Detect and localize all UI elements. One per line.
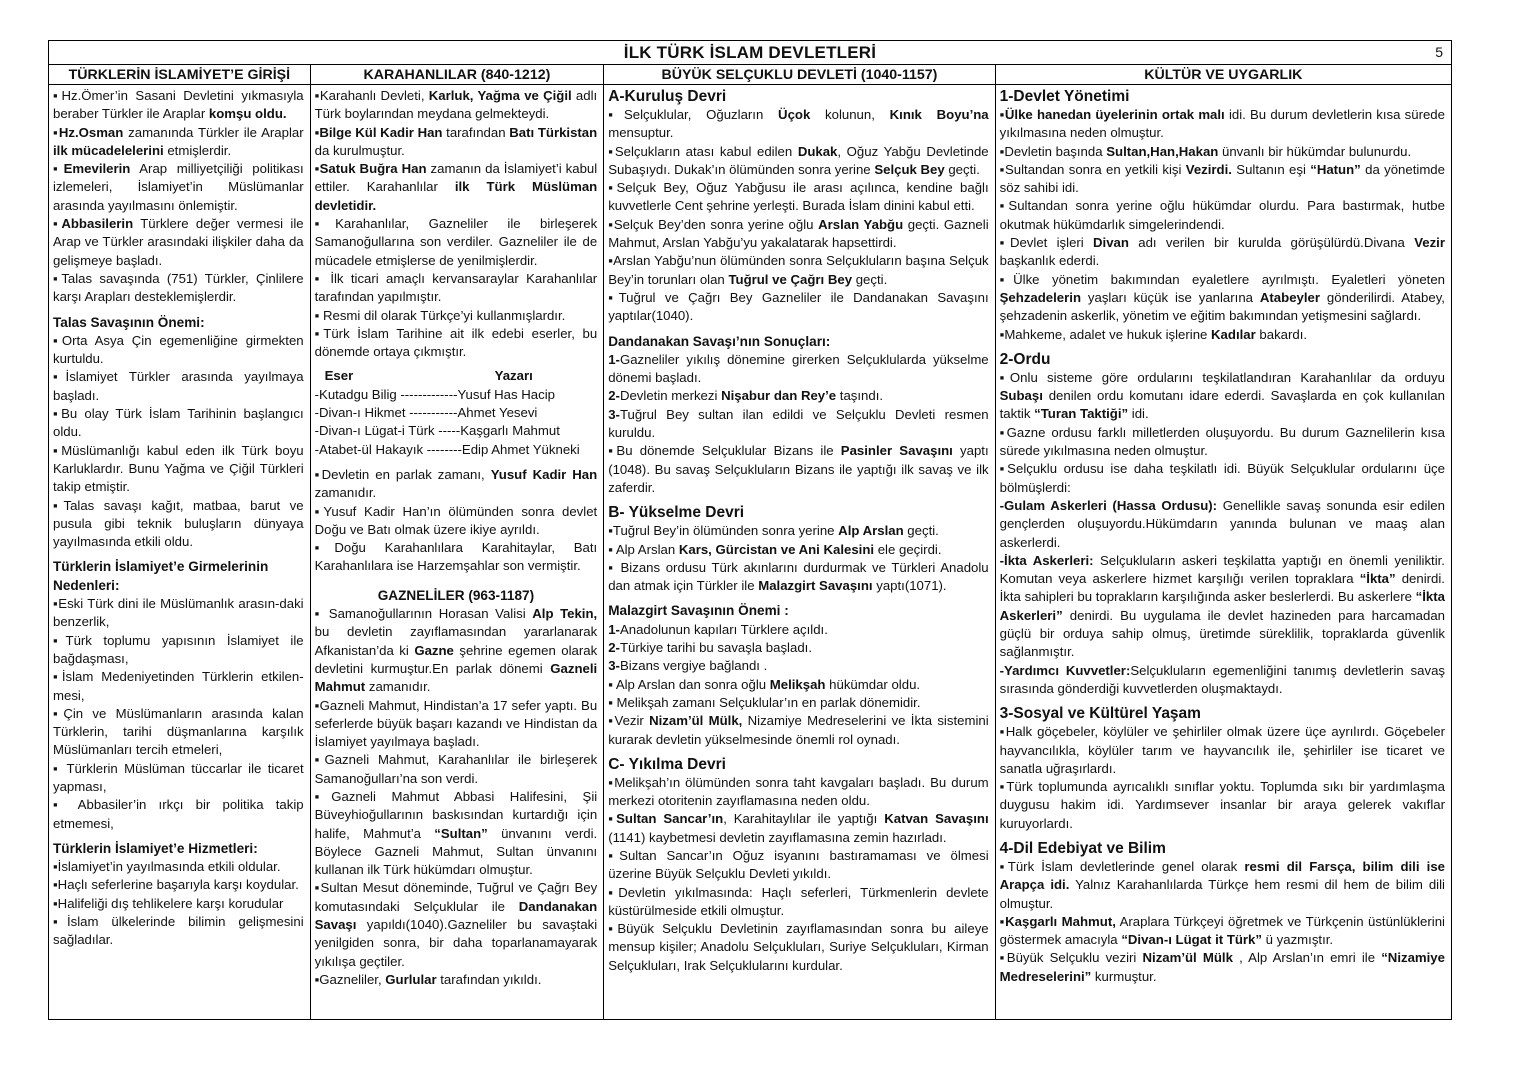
works-table-row: -Divan-ı Lügat-i Türk -----Kaşgarlı Mahmut: [314, 423, 560, 439]
column-header-islamiyete-giris: TÜRKLERİN İSLAMİYET’E GİRİŞİ: [49, 65, 311, 84]
paragraph: ▪Emevilerin Arap milliyetçiliği politikası izlemeleri, İslamiyet’in Müslümanlar arasında yayılmasını önlemiştir.: [53, 161, 304, 213]
column-islamiyete-giris: [49, 85, 311, 1019]
page-title: İLK TÜRK İSLAM DEVLETLERİ: [623, 42, 877, 62]
column-header-buyuk-selcuklu: BÜYÜK SELÇUKLU DEVLETİ (1040-1157): [604, 65, 995, 84]
paragraph: ▪Gazneli Mahmut, Karahanlılar ile birleşerek Samanoğulları’na son verdi.: [314, 752, 598, 786]
paragraph: ▪Büyük Selçuklu Devletinin zayıflamasından sonra bu aileye mensup kişiler; Anadolu Selçukluları, Suriye Selçukluları, Kirman Selçukluları, Irak Selçuklularını kurdular.: [608, 921, 989, 973]
paragraph: ▪Türk İslam devletlerinde genel olarak resmi dil Farsça, bilim dili ise Arapça idi. Yalnız Karahanlılarda Türkçe hem resmi dil hem de bilim dili olmuştur.: [999, 858, 1445, 911]
works-table-row: -Atabet-ül Hakayık --------Edip Ahmet Yükneki: [314, 441, 580, 457]
paragraph: ▪ Resmi dil olarak Türkçe’yi kullanmışlardır.: [314, 307, 566, 323]
spacer: [315, 459, 598, 466]
paragraph: ▪Tuğrul Bey’in ölümünden sonra yerine Alp Arslan geçti.: [608, 523, 939, 539]
paragraph: ▪Hz.Ömer’in Sasani Devletini yıkmasıyla beraber Türkler ile Araplar komşu oldu.: [53, 88, 304, 122]
paragraph: ▪Büyük Selçuklu veziri Nizam’ül Mülk , Alp Arslan’ın emri ile “Nizamiye Medreselerini” kurmuştur.: [999, 950, 1445, 984]
paragraph: ▪Abbasilerin Türklere değer vermesi ile Arap ve Türkler arasındaki ilişkiler daha da gelişmeye başladı.: [53, 216, 304, 268]
paragraph: ▪Tuğrul ve Çağrı Bey Gazneliler ile Dandanakan Savaşını yaptılar(1040).: [608, 289, 989, 324]
section-heading: Dandanakan Savaşı’nın Sonuçları:: [608, 333, 831, 349]
column-header-kultur-uygarlik: KÜLTÜR VE UYGARLIK: [1144, 66, 1303, 83]
section-title: B- Yükselme Devri: [608, 504, 745, 522]
paragraph: ▪Selçuklular, Oğuzların Üçok kolunun, Kınık Boyu’na mensuptur.: [608, 107, 989, 141]
paragraph: ▪Devletin başında Sultan,Han,Hakan ünvanlı bir hükümdar bulunurdu.: [999, 143, 1412, 159]
author-column-label: Yazarı: [494, 368, 533, 384]
paragraph: ▪Devletin yıkılmasında: Haçlı seferleri, Türkmenlerin devlete küstürülmeside etkili olmuştur.: [608, 884, 989, 918]
paragraph: ▪Onlu sisteme göre ordularını teşkilatlandıran Karahanlılar da orduyu Subaşı denilen ordu komutanı idare ederdi. Savaşlarda en çok kullanılan taktik “Turan Taktiği” idi.: [999, 369, 1445, 422]
works-table-row: -Kutadgu Bilig -------------Yusuf Has Hacip: [314, 386, 555, 402]
paragraph: ▪ Abbasiler’in ırkçı bir politika takip etmemesi,: [53, 797, 304, 831]
paragraph: ▪Türk toplumunda ayrıcalıklı sınıflar yoktu. Toplumda sıkı bir yardımlaşma duygusu hakim idi. Yardımsever insanlar bir araya gelerek vakıflar kuruyorlardı.: [999, 779, 1445, 831]
spacer: [315, 576, 598, 583]
works-column-label: Eser: [324, 368, 354, 384]
section-heading: Talas Savaşının Önemi:: [53, 314, 205, 330]
paragraph: ▪Bilge Kül Kadir Han tarafından Batı Türkistan da kurulmuştur.: [314, 124, 598, 158]
paragraph: ▪Halk göçebeler, köylüler ve şehirliler olmak üzere üçe ayrılırdı. Göçebeler hayvancılıkla, köylüler tarım ve hayvancılık ile, şehirliler ise ticaret ve sanatla uğraşırlardı.: [999, 724, 1445, 776]
document-sheet: [48, 40, 1452, 1020]
paragraph: ▪Türk İslam Tarihine ait ilk edebi eserler, bu dönemde ortaya çıkmıştır.: [314, 325, 598, 360]
works-table-header: [315, 367, 598, 385]
paragraph: ▪ Türklerin Müslüman tüccarlar ile ticaret yapması,: [53, 760, 304, 794]
paragraph: ▪Arslan Yabğu’nun ölümünden sonra Selçukluların başına Selçuk Bey’in torunları olan Tuğrul ve Çağrı Bey geçti.: [608, 253, 989, 287]
paragraph: ▪Hz.Osman zamanında Türkler ile Araplar ilk mücadelelerini etmişlerdir.: [53, 124, 304, 158]
section-heading: Malazgirt Savaşının Önemi :: [608, 603, 789, 619]
title-row: [49, 41, 1451, 65]
paragraph: ▪Talas savaşı kağıt, matbaa, barut ve pusula gibi teknik buluşların dünyaya yayılmasında etkili oldu.: [53, 497, 304, 550]
section-title: A-Kuruluş Devri: [608, 88, 727, 105]
paragraph: ▪Orta Asya Çin egemenliğine girmekten kurtuldu.: [53, 332, 304, 367]
paragraph: ▪Karahanlı Devleti, Karluk, Yağma ve Çiğil adlı Türk boylarından meydana gelmekteydi.: [314, 88, 598, 122]
paragraph: ▪Doğu Karahanlılara Karahitaylar, Batı Karahanlılara ise Harzemşahlar son vermiştir.: [314, 540, 598, 574]
section-heading: Türklerin İslamiyet’e Girmelerinin Nedenleri:: [53, 559, 269, 593]
paragraph: ▪Haçlı seferlerine başarıyla karşı koydular.: [53, 877, 299, 893]
works-table-row: -Divan-ı Hikmet -----------Ahmet Yesevi: [314, 405, 538, 421]
paragraph: ▪Selçuk Bey’den sonra yerine oğlu Arslan Yabğu geçti. Gazneli Mahmut, Arslan Yabğu’yu yakalatarak hapsettirdi.: [608, 216, 989, 251]
paragraph: ▪Satuk Buğra Han zamanın da İslamiyet’i kabul ettiler. Karahanlılar ilk Türk Müslüman devletidir.: [314, 161, 598, 213]
paragraph: ▪Sultan Mesut döneminde, Tuğrul ve Çağrı Bey komutasındaki Selçuklular ile Dandanakan Savaşı yapıldı(1040).Gazneliler bu savaştaki yenilgiden sonra, bir daha toparlanamayarak yıkılışa geçtiler.: [314, 880, 598, 969]
paragraph: ▪Vezir Nizam’ül Mülk, Nizamiye Medreselerini ve İkta sistemini kurarak devletin yükselmesinde önemli rol oynadı.: [608, 713, 989, 747]
paragraph: ▪Selçuklu ordusu ise daha teşkilatlı idi. Büyük Selçuklular ordularını üçe bölmüşlerdi:: [999, 461, 1445, 495]
subsection-title: GAZNELİLER (963-1187): [377, 587, 535, 603]
section-title: 4-Dil Edebiyat ve Bilim: [999, 839, 1166, 857]
paragraph: ▪Bu olay Türk İslam Tarihinin başlangıcı oldu.: [53, 406, 304, 440]
column-header-karahanlilar: KARAHANLILAR (840-1212): [311, 65, 605, 84]
paragraph: ▪ Bizans ordusu Türk akınlarını durdurmak ve Türkleri Anadolu dan atmak için Türkler ile Malazgirt Savaşını yaptı(1071).: [608, 559, 989, 594]
section-heading: Türklerin İslamiyet’e Hizmetleri:: [53, 840, 258, 856]
paragraph: -Yardımcı Kuvvetler:Selçukluların egemenliğini tanımış devletlerin savaş sırasında gönderdiği kuvvetlerden oluşmaktaydı.: [999, 662, 1445, 696]
paragraph: ▪Sultan Sancar’ın, Karahitaylılar ile yaptığı Katvan Savaşını (1141) kaybetmesi devletin zayıflamasına zemin hazırladı.: [608, 811, 989, 845]
paragraph: ▪Türk toplumu yapısının İslamiyet ile bağdaşması,: [53, 632, 304, 666]
paragraph: ▪Halifeliği dış tehlikelere karşı korudular: [53, 895, 284, 911]
paragraph: 1-Gazneliler yıkılış dönemine girerken Selçuklularda yükselme dönemi başladı.: [608, 351, 989, 386]
paragraph: ▪ Samanoğullarının Horasan Valisi Alp Tekin, bu devletin zayıflamasından yararlanarak Afkanistan’da ki Gazne şehrine egemen olarak devletini kurmuştur.En parlak dönemi Gazneli Mahmut zamanıdır.: [314, 606, 598, 695]
paragraph: ▪Kaşgarlı Mahmut, Araplara Türkçeyi öğretmek ve Türkçenin üstünlüklerini göstermek amacıyla “Divan-ı Lügat it Türk” ü yazmıştır.: [999, 913, 1445, 948]
column-karahanlilar: [311, 85, 605, 1019]
paragraph: ▪İslam ülkelerinde bilimin gelişmesini sağladılar.: [53, 914, 304, 948]
paragraph: ▪Bu dönemde Selçuklular Bizans ile Pasinler Savaşını yaptı (1048). Bu savaş Selçukluların Bizans ile yaptığı ilk savaş ve ilk zaferdir.: [608, 443, 989, 495]
paragraph: ▪Müslümanlığı kabul eden ilk Türk boyu Karluklardır. Bunu Yağma ve Çiğil Türkleri takip etmiştir.: [53, 442, 304, 495]
page-number: 5: [1435, 44, 1443, 60]
paragraph: 2-Türkiye tarihi bu savaşla başladı.: [608, 640, 812, 656]
paragraph: ▪İslam Medeniyetinden Türklerin etkilen-mesi,: [53, 669, 304, 703]
paragraph: ▪Gazne ordusu farklı milletlerden oluşuyordu. Bu durum Gaznelilerin kısa sürede yıkılmasına neden olmuştur.: [999, 424, 1445, 459]
paragraph: ▪Selçukların atası kabul edilen Dukak, Oğuz Yabğu Devletinde Subaşıydı. Dukak’ın ölümünden sonra yerine Selçuk Bey geçti.: [608, 143, 989, 177]
paragraph: ▪İslamiyet Türkler arasında yayılmaya başladı.: [53, 369, 304, 403]
paragraph: -Gulam Askerleri (Hassa Ordusu): Genellikle savaş sonunda esir edilen gençlerden oluşuyordu.Hükümdarın yanında bulunan ve maaş alan askerlerdi.: [999, 497, 1445, 550]
paragraph: ▪Gazneli Mahmut Abbasi Halifesini, Şii Büveyhioğullarının baskısından kurtardığı için halife, Mahmut’a “Sultan” ünvanını verdi. Böylece Gazneli Mahmut, Sultan ünvanını kullanan ilk Türk hükümdarı olmuştur.: [314, 788, 598, 878]
section-title: C- Yıkılma Devri: [608, 755, 726, 773]
paragraph: 2-Devletin merkezi Nişabur dan Rey’e taşındı.: [608, 388, 884, 404]
paragraph: ▪İslamiyet’in yayılmasında etkili oldular.: [53, 859, 281, 875]
paragraph: ▪Melikşah’ın ölümünden sonra taht kavgaları başladı. Bu durum merkezi otoritenin zayıflamasına neden oldu.: [608, 774, 989, 809]
column-kultur-uygarlik: [996, 85, 1451, 1019]
paragraph: ▪Yusuf Kadir Han’ın ölümünden sonra devlet Doğu ve Batı olmak üzere ikiye ayrıldı.: [314, 503, 598, 537]
paragraph: ▪Karahanlılar, Gazneliler ile birleşerek Samanoğullarına son verdiler. Gazneliler ile de mücadele etmişlerse de yenilmişlerdir.: [314, 216, 598, 268]
section-title: 2-Ordu: [999, 350, 1051, 368]
paragraph: ▪ Alp Arslan dan sonra oğlu Melikşah hükümdar oldu.: [608, 676, 921, 692]
paragraph: ▪Mahkeme, adalet ve hukuk işlerine Kadılar bakardı.: [999, 326, 1308, 342]
paragraph: ▪Talas savaşında (751) Türkler, Çinlilere karşı Arapları desteklemişlerdir.: [53, 270, 304, 305]
paragraph: ▪ İlk ticari amaçlı kervansaraylar Karahanlılar tarafından yapılmıştır.: [314, 270, 598, 305]
content-row: [49, 85, 1451, 1019]
paragraph: ▪ Melikşah zamanı Selçuklular’ın en parlak dönemidir.: [608, 694, 921, 710]
column-buyuk-selcuklu: [604, 85, 995, 1019]
paragraph: ▪ Alp Arslan Kars, Gürcistan ve Ani Kalesini ele geçirdi.: [608, 541, 942, 557]
paragraph: ▪Selçuk Bey, Oğuz Yabğusu ile arası açılınca, kendine bağlı kuvvetlerle Cent şehrine yerleşti. Burada İslam dinini kabul etti.: [608, 180, 989, 214]
paragraph: ▪Sultandan sonra yerine oğlu hükümdar olurdu. Para bastırmak, hutbe okutmak hükümdarlık simgelerindendi.: [999, 198, 1445, 232]
paragraph: ▪Devletin en parlak zamanı, Yusuf Kadir Han zamanıdır.: [314, 466, 598, 501]
paragraph: ▪Gazneliler, Gurlular tarafından yıkıldı.: [314, 971, 542, 987]
paragraph: 3-Bizans vergiye bağlandı .: [608, 658, 768, 674]
paragraph: ▪Sultandan sonra en yetkili kişi Vezirdi. Sultanın eşi “Hatun” da yönetimde söz sahibi idi.: [999, 161, 1445, 196]
paragraph: ▪Çin ve Müslümanların arasında kalan Türklerin, tarihi düşmanlarına karşılık Müslümanları tercih etmeleri,: [53, 705, 304, 758]
section-title: 1-Devlet Yönetimi: [999, 88, 1130, 105]
paragraph: ▪Gazneli Mahmut, Hindistan’a 17 sefer yaptı. Bu seferlerde büyük başarı kazandı ve Hindistan da İslamiyet yayılmaya başladı.: [314, 697, 598, 750]
paragraph: ▪Devlet işleri Divan adı verilen bir kurulda görüşülürdü.Divana Vezir başkanlık ederdi.: [999, 235, 1445, 269]
column-header-row: [49, 65, 1451, 85]
paragraph: ▪Eski Türk dini ile Müslümanlık arasın-daki benzerlik,: [53, 596, 304, 630]
paragraph: 3-Tuğrul Bey sultan ilan edildi ve Selçuklu Devleti resmen kuruldu.: [608, 406, 989, 441]
paragraph: ▪Sultan Sancar’ın Oğuz isyanını bastıramaması ve ölmesi üzerine Büyük Selçuklu Devleti yıkıldı.: [608, 847, 989, 882]
paragraph: -İkta Askerleri: Selçukluların askeri teşkilatta yaptığı en önemli yeniliktir. Komutan veya askerlere hizmet karşılığı verilen topraklara “İkta” denirdi. İkta sahipleri bu toprakların karşılığında asker beslerlerdi. Bu askerlere “İkta Askerleri” denirdi. Bu uygulama ile devlet hazineden para harcamadan güçlü bir orduya sahip olmuş, üretimde süreklilik, topraklarda güvenlik sağlanmıştır.: [999, 552, 1445, 660]
paragraph: ▪Ülke yönetim bakımından eyaletlere ayrılmıştı. Eyaletleri yöneten Şehzadelerin yaşları küçük ise yanlarına Atabeyler gönderilirdi. Atabey, şehzadenin askerlik, yönetim ve eğitim bakımından yetişmesini sağlardı.: [999, 271, 1445, 324]
paragraph: 1-Anadolunun kapıları Türklere açıldı.: [608, 621, 828, 637]
section-title: 3-Sosyal ve Kültürel Yaşam: [999, 705, 1201, 723]
paragraph: ▪Ülke hanedan üyelerinin ortak malı idi. Bu durum devletlerin kısa sürede yıkılmasına neden olmuştur.: [999, 107, 1445, 141]
